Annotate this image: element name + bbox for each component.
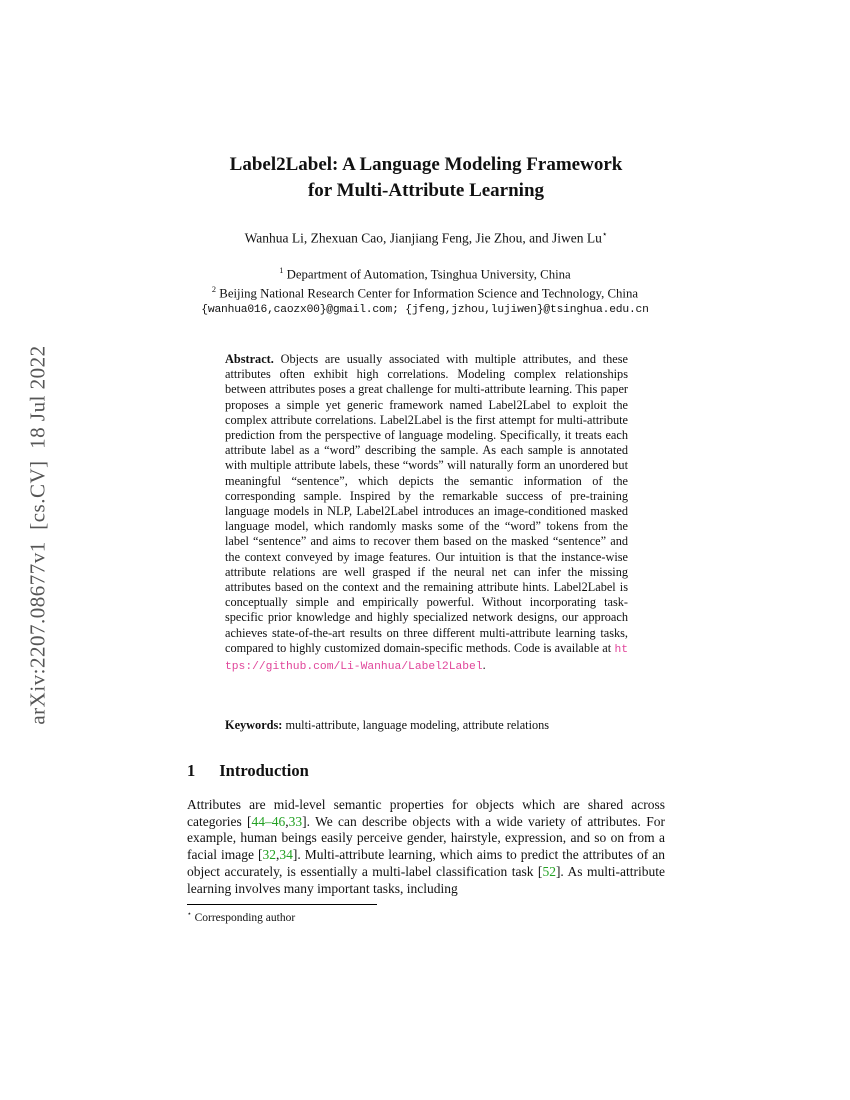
text-segment: ]. We can describe objects with a wide variety of attributes. For example, human beings easily perceive gender, hairstyle, expression, and so on from a facial image [ [187, 813, 665, 863]
keywords-line [225, 718, 628, 733]
paper-title [187, 152, 665, 204]
abstract-tail: . [482, 658, 486, 673]
section-1-number: 1 [187, 761, 196, 780]
affiliation-2-sup: 2 [211, 285, 217, 295]
keywords-text: multi-attribute, language modeling, attribute relations [282, 718, 550, 732]
authors-names: Wanhua Li, Zhexuan Cao, Jianjiang Feng, Jie Zhou, and Jiwen Lu [244, 230, 602, 246]
affiliation-1-sup: 1 [279, 266, 284, 275]
abstract-body: Objects are usually associated with multiple attributes, and these attributes often exhibit high correlations. Modeling complex relationships between attributes poses a great challenge for multi-attribute learning. This paper proposes a simple yet generic framework named Label2Label to exploit the complex attribute correlations. Label2Label is the first attempt for multi-attribute prediction from the perspective of language modeling. Specifically, it treats each attribute label as a “word” describing the sample. As each sample is annotated with multiple attribute labels, these “words” will naturally form an unordered but meaningful “sentence”, which depicts the semantic information of the corresponding sample. Inspired by the remarkable success of pre-training language models in NLP, Label2Label introduces an image-conditioned masked language model, which randomly masks some of the “word” tokens from the label “sentence” and aims to recover them based on the masked “sentence” and the context conveyed by image features. Our intuition is that the instance-wise attribute relations are well grasped if the neural net can infer the missing attributes based on the context and the remaining attribute hints. Label2Label is conceptually simple and empirically powerful. Without incorporating task-specific prior knowledge and highly specialized network designs, our approach achieves state-of-the-art results on three different multi-attribute learning tasks, compared to highly customized domain-specific methods. Code is available at [225, 352, 628, 655]
arxiv-watermark: arXiv:2207.08677v1 [cs.CV] 18 Jul 2022 [25, 345, 50, 725]
authors-line [187, 229, 665, 247]
author-emails: {wanhua016,caozx00}@gmail.com; {jfeng,jzhou,lujiwen}@tsinghua.edu.cn [201, 303, 649, 316]
citation-link[interactable]: 33 [288, 813, 303, 829]
abstract-label: Abstract. [225, 352, 274, 366]
section-1-heading [187, 761, 665, 781]
keywords-label: Keywords: [225, 718, 283, 732]
authors-star: ⋆ [601, 229, 608, 239]
text-segment: , [285, 813, 289, 829]
text-segment: ]. As multi-attribute learning involves many important tasks, including [187, 863, 665, 896]
footnote [187, 909, 665, 924]
footnote-star: ⋆ [187, 909, 192, 918]
paper-title-line2: for Multi-Attribute Learning [307, 180, 545, 201]
citation-link[interactable]: 32 [262, 847, 276, 863]
abstract [225, 352, 628, 675]
citation-link[interactable]: 34 [279, 847, 293, 863]
footnote-rule [187, 904, 377, 905]
affiliation-1-text: Department of Automation, Tsinghua University, China [283, 267, 571, 282]
affiliation-1 [160, 263, 690, 282]
paper-title-line1: Label2Label: A Language Modeling Framework [229, 154, 623, 175]
introduction-paragraph [187, 797, 665, 897]
affiliation-2-text: Beijing National Research Center for Information Science and Technology, China [216, 286, 639, 301]
citation-link[interactable]: 44–46 [251, 813, 286, 829]
citation-link[interactable]: 52 [542, 863, 556, 879]
affiliations-block [160, 263, 690, 318]
text-segment: , [275, 847, 280, 863]
text-segment: Attributes are mid-level semantic properties for objects which are shared across categories [ [187, 797, 665, 829]
text-segment: ]. Multi-attribute learning, which aims to predict the attributes of an object accurately, is essentially a multi-label classification task [ [187, 847, 665, 879]
affiliation-2 [160, 282, 690, 301]
section-1-title: Introduction [219, 761, 309, 780]
footnote-text: Corresponding author [191, 911, 296, 924]
github-code-link[interactable]: https://github.com/Li-Wanhua/Label2Label [225, 643, 628, 674]
